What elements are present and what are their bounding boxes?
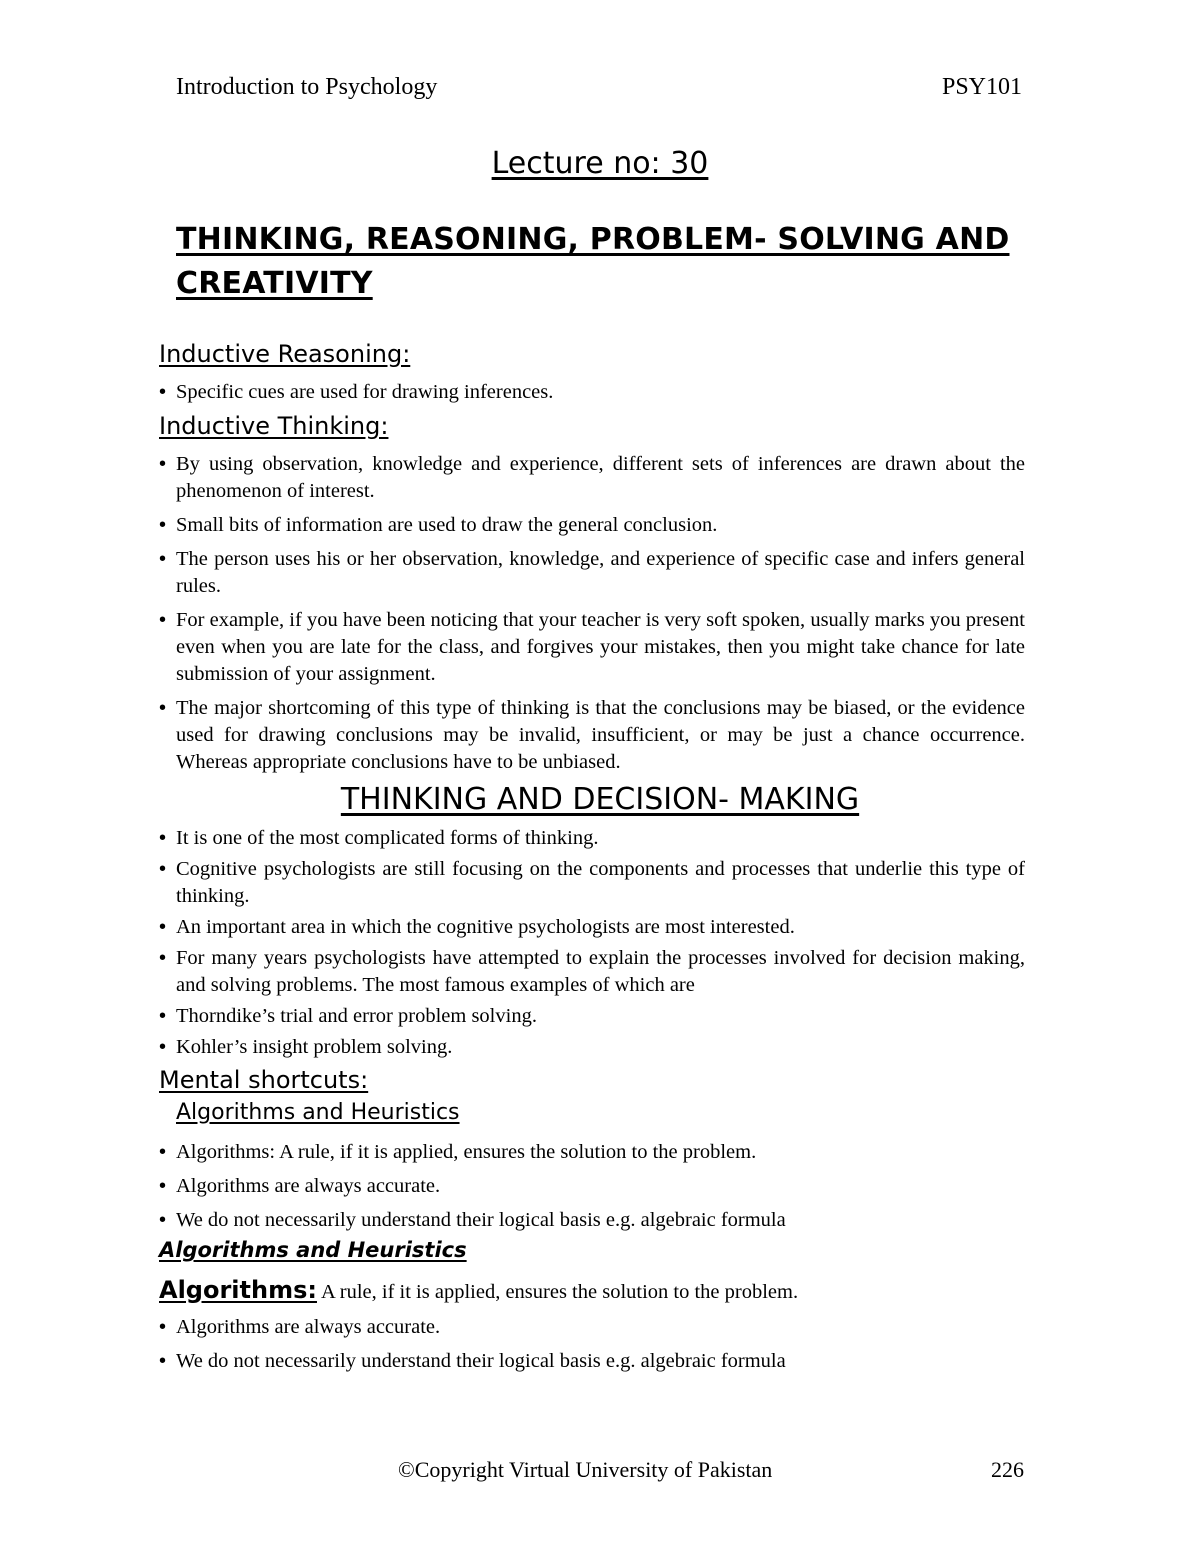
inductive-thinking-heading: Inductive Thinking: (159, 412, 389, 440)
list-item: • Algorithms: A rule, if it is applied, ensures the solution to the problem. (159, 1139, 1025, 1166)
list-item: • We do not necessarily understand their logical basis e.g. algebraic formula (159, 1348, 1025, 1375)
list-item: • An important area in which the cognitive psychologists are most interested. (159, 914, 1025, 941)
list-item: • Specific cues are used for drawing inferences. (159, 379, 1025, 406)
mental-shortcuts-heading: Mental shortcuts: (159, 1066, 369, 1094)
algorithms-list (159, 1314, 1025, 1382)
list-item: • By using observation, knowledge and experience, different sets of inferences are drawn about the phenomenon of interest. (159, 451, 1025, 505)
algorithms-label: Algorithms: (159, 1276, 317, 1304)
list-item: • The person uses his or her observation, knowledge, and experience of specific case and infers general rules. (159, 546, 1025, 600)
copyright-text: ©Copyright Virtual University of Pakistan (398, 1457, 773, 1482)
algorithms-section-heading: Algorithms and Heuristics (159, 1238, 467, 1262)
mental-shortcuts-list (159, 1139, 1025, 1241)
page-title: THINKING, REASONING, PROBLEM- SOLVING AND CREATIVITY (176, 222, 1010, 301)
inductive-reasoning-list (159, 379, 1025, 413)
list-item: • Algorithms are always accurate. (159, 1314, 1025, 1341)
inductive-thinking-list (159, 451, 1025, 783)
list-item: • Thorndike’s trial and error problem solving. (159, 1003, 1025, 1030)
decision-making-list (159, 825, 1025, 1065)
list-item: • We do not necessarily understand their logical basis e.g. algebraic formula (159, 1207, 1025, 1234)
page-number: 226 (991, 1457, 1024, 1482)
list-item: • Cognitive psychologists are still focusing on the components and processes that underlie this type of thinking. (159, 856, 1025, 910)
algorithms-definition-text: A rule, if it is applied, ensures the solution to the problem. (316, 1281, 799, 1303)
decision-making-heading: THINKING AND DECISION- MAKING (340, 782, 860, 817)
list-item: • Algorithms are always accurate. (159, 1173, 1025, 1200)
list-item: • Small bits of information are used to draw the general conclusion. (159, 512, 1025, 539)
lecture-number: Lecture no: 30 (491, 146, 709, 181)
inductive-reasoning-heading: Inductive Reasoning: (159, 340, 411, 368)
list-item: • It is one of the most complicated forms of thinking. (159, 825, 1025, 852)
list-item: • The major shortcoming of this type of thinking is that the conclusions may be biased, or the evidence used for drawing conclusions may be invalid, insufficient, or may be just a chance occurrence. Whereas appropriate conclusions have to be unbiased. (159, 695, 1025, 776)
course-title: Introduction to Psychology (176, 74, 438, 100)
list-item: • For many years psychologists have attempted to explain the processes involved for decision making, and solving problems. The most famous examples of which are (159, 945, 1025, 999)
algorithms-heuristics-subheading: Algorithms and Heuristics (176, 1100, 460, 1125)
algorithms-definition (159, 1276, 798, 1304)
course-code: PSY101 (941, 74, 1022, 100)
list-item: • Kohler’s insight problem solving. (159, 1034, 1025, 1061)
list-item: • For example, if you have been noticing that your teacher is very soft spoken, usually marks you present even when you are late for the class, and forgives your mistakes, then you might take chance for late submission of your assignment. (159, 607, 1025, 688)
